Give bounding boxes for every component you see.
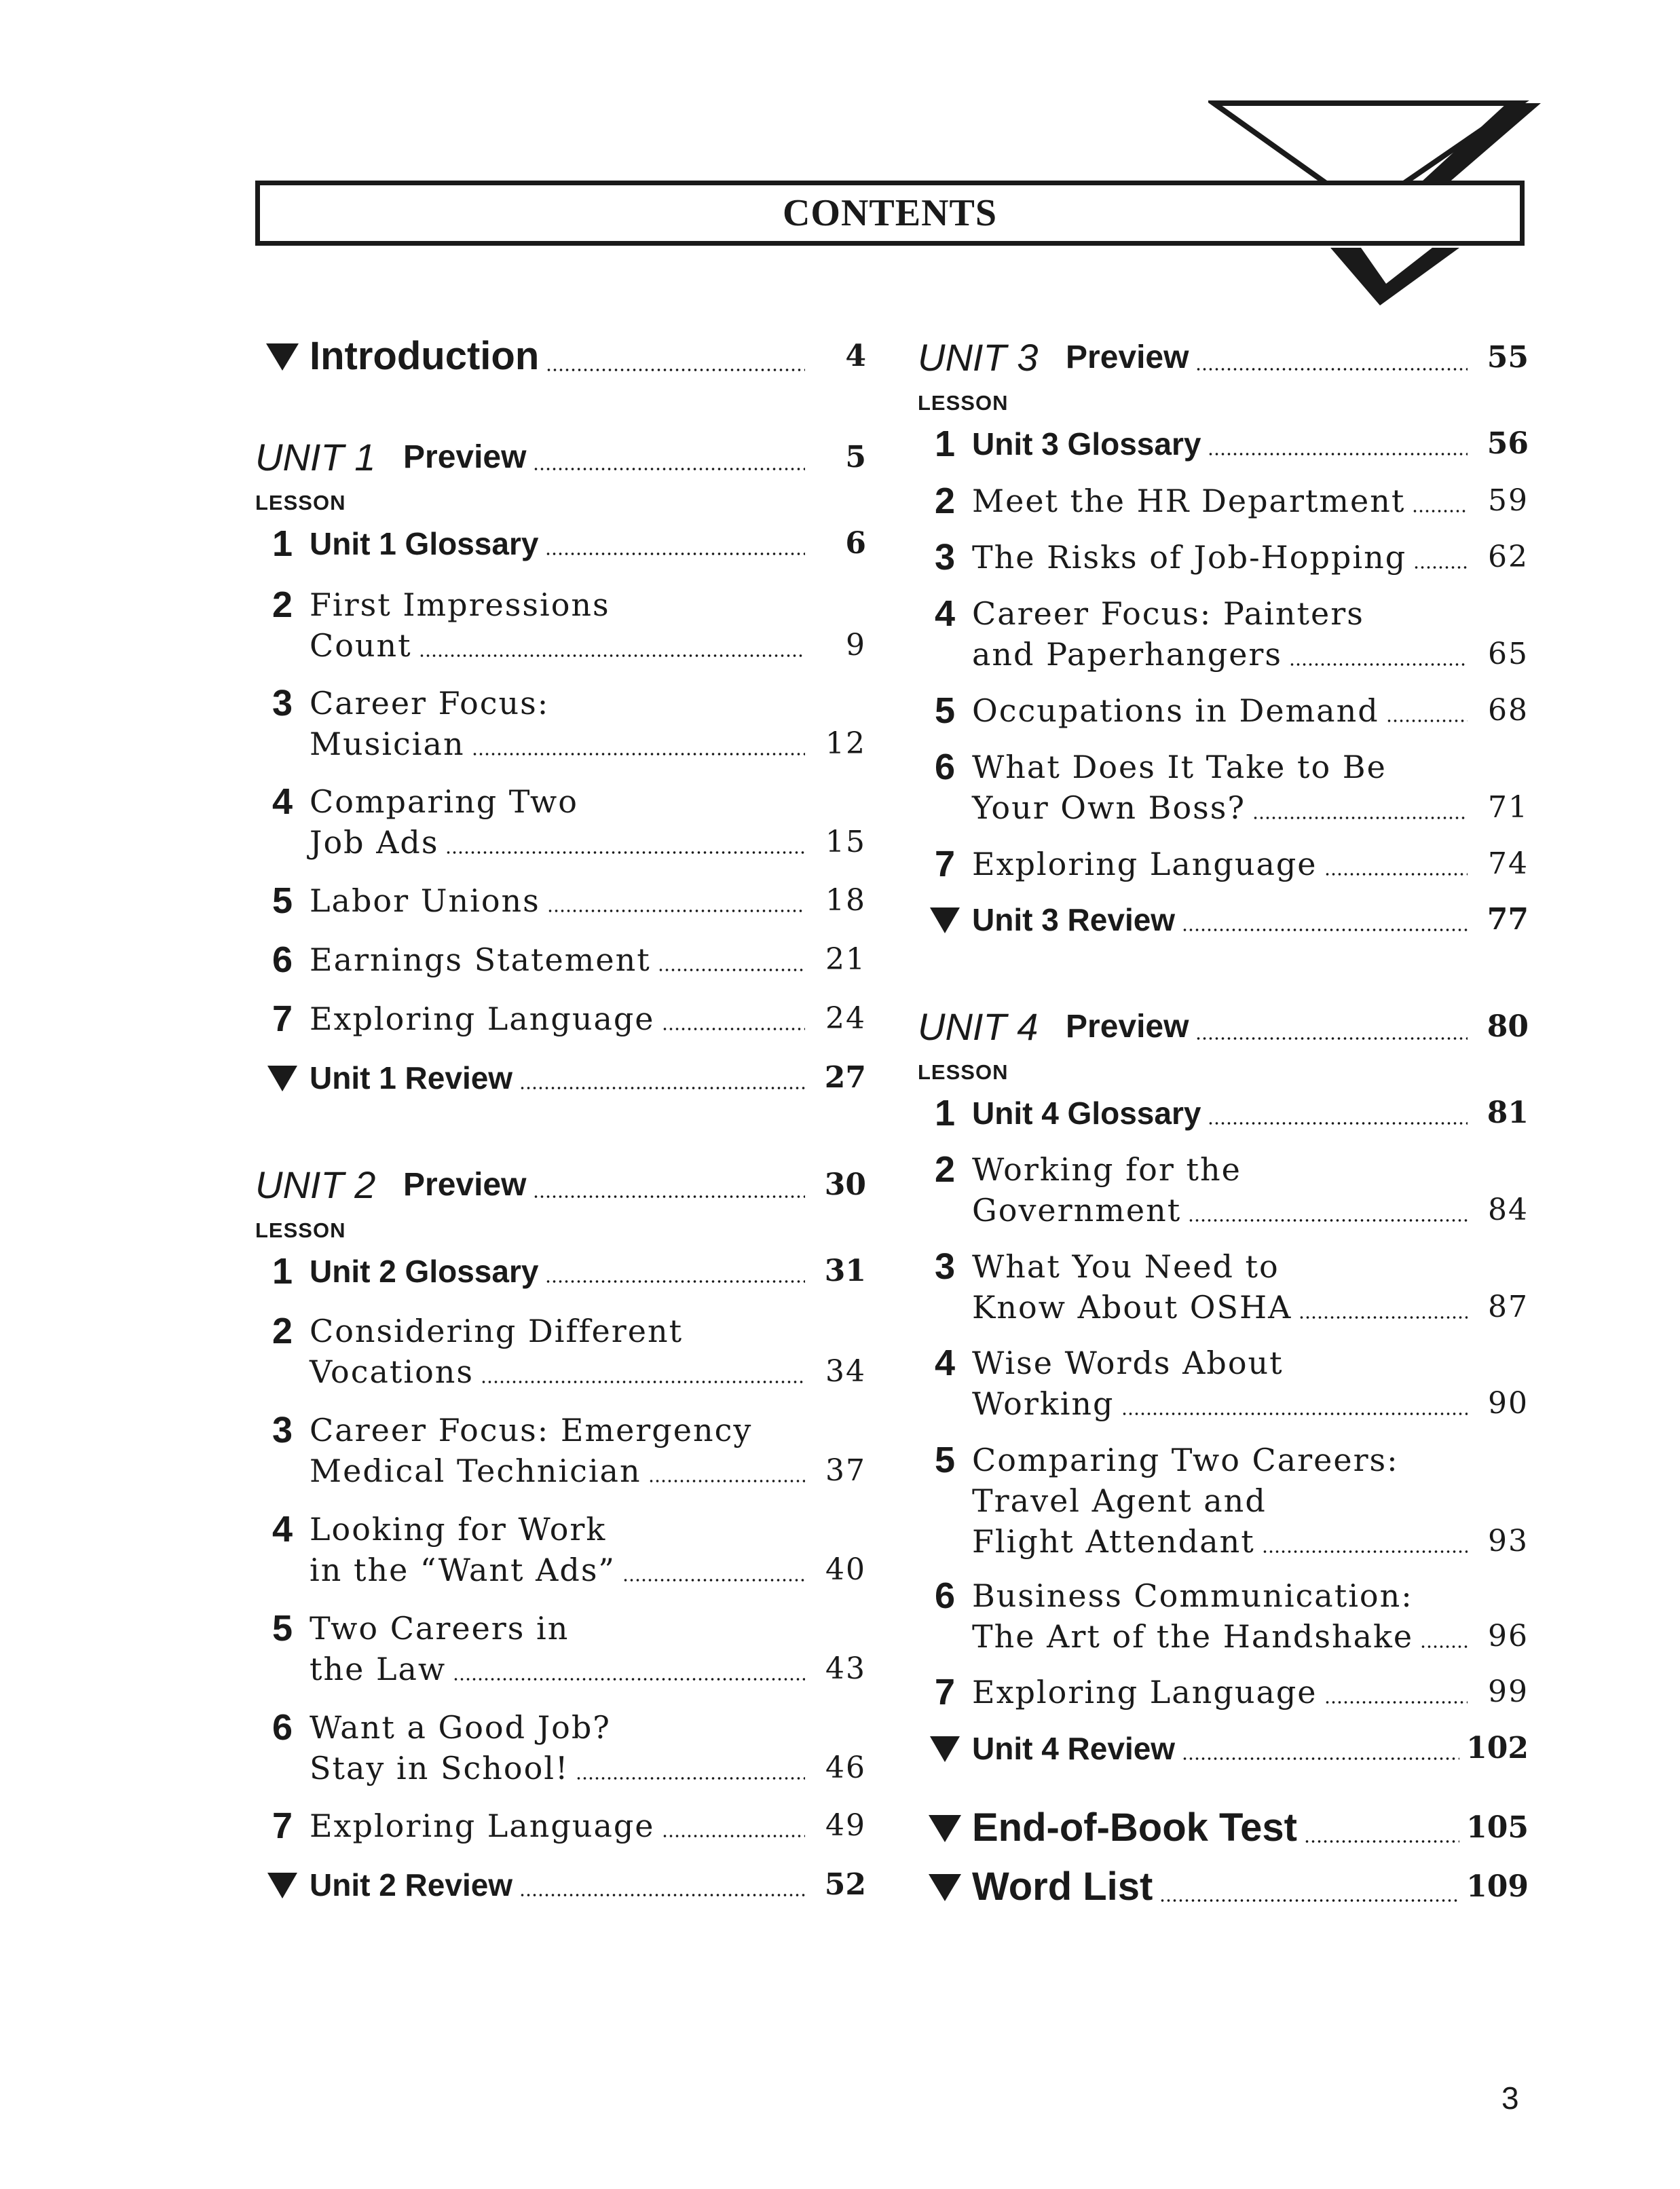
dot-leader xyxy=(658,939,805,980)
unit-2-heading[interactable] xyxy=(255,1163,866,1207)
toc-title: Exploring Language xyxy=(972,1674,1318,1710)
dot-leader xyxy=(662,998,805,1039)
toc-page: 52 xyxy=(824,1867,866,1902)
unit-label: UNIT 4 xyxy=(918,1005,1039,1048)
toc-page: 24 xyxy=(825,1001,866,1036)
toc-title: Unit 2 Glossary xyxy=(310,1254,539,1289)
dot-leader xyxy=(1208,1093,1468,1134)
toc-page: 62 xyxy=(1488,540,1529,574)
triangle-bullet-icon xyxy=(929,1815,961,1842)
lesson-number: 5 xyxy=(934,1440,956,1480)
toc-unit-review[interactable] xyxy=(918,1728,1529,1769)
toc-lesson[interactable] xyxy=(918,1246,1529,1328)
dot-leader xyxy=(648,1451,805,1491)
toc-page: 43 xyxy=(825,1651,866,1686)
preview-label: Preview xyxy=(1066,339,1189,375)
toc-lesson[interactable] xyxy=(918,1575,1529,1657)
toc-page: 80 xyxy=(1487,1009,1529,1044)
lesson-number: 3 xyxy=(934,1246,956,1287)
toc-page: 27 xyxy=(824,1060,866,1095)
dot-leader xyxy=(1195,1005,1468,1049)
toc-title: Unit 4 Glossary xyxy=(972,1096,1201,1131)
dot-leader xyxy=(519,1865,805,1905)
lesson-number: 1 xyxy=(272,523,293,564)
dot-leader xyxy=(1324,1672,1468,1713)
toc-page: 31 xyxy=(824,1254,866,1288)
toc-title: Unit 1 Review xyxy=(310,1060,513,1096)
lesson-number: 7 xyxy=(934,1672,956,1713)
toc-title-line: and Paperhangers xyxy=(972,636,1283,673)
toc-title: End-of-Book Test xyxy=(972,1806,1297,1850)
toc-page: 102 xyxy=(1466,1731,1529,1765)
toc-title-line: the Law xyxy=(310,1651,447,1687)
toc-end-of-book-test[interactable] xyxy=(918,1804,1529,1852)
dot-leader xyxy=(1188,1190,1468,1231)
toc-title: The Risks of Job-Hopping xyxy=(972,539,1407,576)
toc-title-line: Career Focus: xyxy=(310,685,550,722)
lesson-label: LESSON xyxy=(255,1218,346,1242)
dot-leader xyxy=(546,333,805,380)
toc-page: 71 xyxy=(1488,790,1529,825)
lesson-number: 4 xyxy=(934,593,956,634)
toc-lesson[interactable] xyxy=(255,683,866,764)
toc-page: 109 xyxy=(1466,1869,1529,1904)
toc-title-line: First Impressions xyxy=(310,586,610,623)
toc-page: 46 xyxy=(825,1751,866,1785)
lesson-number: 4 xyxy=(272,1509,293,1550)
lesson-label: LESSON xyxy=(918,1060,1009,1084)
unit-label: UNIT 2 xyxy=(255,1163,376,1206)
lesson-number: 3 xyxy=(272,683,293,724)
toc-lesson[interactable] xyxy=(255,1806,866,1846)
toc-title-line: Stay in School! xyxy=(310,1750,570,1786)
lesson-number: 2 xyxy=(272,1311,293,1351)
dot-leader xyxy=(445,822,805,863)
unit-label: UNIT 1 xyxy=(255,436,376,479)
toc-page: 105 xyxy=(1466,1810,1529,1845)
toc-title: Exploring Language xyxy=(310,1000,655,1037)
toc-title: Earnings Statement xyxy=(310,941,651,978)
lesson-label: LESSON xyxy=(918,391,1009,415)
toc-title-line: The Art of the Handshake xyxy=(972,1618,1414,1655)
contents-header-box xyxy=(255,181,1525,246)
toc-word-list[interactable] xyxy=(918,1863,1529,1911)
toc-lesson[interactable] xyxy=(255,998,866,1039)
dot-leader xyxy=(419,625,805,666)
toc-lesson[interactable] xyxy=(918,1343,1529,1424)
unit-1-heading[interactable] xyxy=(255,436,866,479)
preview-label: Preview xyxy=(1066,1009,1189,1045)
toc-title-line: Want a Good Job? xyxy=(310,1709,611,1746)
toc-lesson[interactable] xyxy=(255,1509,866,1590)
toc-title-line: Flight Attendant xyxy=(972,1523,1255,1560)
toc-page: 87 xyxy=(1488,1290,1529,1324)
dot-leader xyxy=(1386,690,1468,731)
toc-title-line: Working for the xyxy=(972,1151,1242,1188)
toc-title: Unit 2 Review xyxy=(310,1867,513,1903)
toc-title: Introduction xyxy=(310,334,540,378)
lesson-number: 2 xyxy=(272,584,293,625)
triangle-bullet-icon xyxy=(930,908,960,933)
toc-page: 12 xyxy=(825,726,866,761)
toc-page: 49 xyxy=(825,1808,866,1843)
toc-lesson[interactable] xyxy=(918,593,1529,675)
dot-leader xyxy=(1412,481,1468,521)
lesson-number: 1 xyxy=(272,1251,293,1292)
unit-4-heading[interactable] xyxy=(918,1005,1529,1049)
toc-page: 40 xyxy=(825,1552,866,1587)
dot-leader xyxy=(622,1550,805,1590)
toc-lesson[interactable] xyxy=(255,1608,866,1689)
dot-leader xyxy=(1324,844,1468,884)
toc-title: Unit 1 Glossary xyxy=(310,526,539,561)
lesson-number: 6 xyxy=(272,1707,293,1748)
dot-leader xyxy=(1195,336,1468,379)
toc-title-line: Comparing Two Careers: xyxy=(972,1442,1399,1478)
toc-page: 4 xyxy=(845,339,866,373)
toc-title-line: in the “Want Ads” xyxy=(310,1552,616,1588)
toc-page: 56 xyxy=(1487,426,1529,461)
toc-lesson[interactable] xyxy=(255,523,866,564)
unit-label: UNIT 3 xyxy=(918,336,1039,379)
toc-lesson[interactable] xyxy=(255,584,866,666)
toc-page: 5 xyxy=(845,440,866,474)
toc-page: 84 xyxy=(1488,1193,1529,1227)
preview-label: Preview xyxy=(403,439,527,475)
toc-title: Exploring Language xyxy=(972,846,1318,882)
lesson-number: 3 xyxy=(272,1410,293,1451)
triangle-bullet-icon xyxy=(267,1066,297,1091)
toc-page: 99 xyxy=(1488,1675,1529,1709)
page-number: 3 xyxy=(1501,2080,1519,2116)
lesson-number: 4 xyxy=(272,781,293,822)
lesson-number: 7 xyxy=(272,1806,293,1846)
toc-lesson[interactable] xyxy=(255,781,866,863)
lesson-number: 4 xyxy=(934,1343,956,1383)
toc-page: 68 xyxy=(1488,693,1529,728)
toc-title: Exploring Language xyxy=(310,1808,655,1844)
toc-title-line: Count xyxy=(310,627,412,664)
toc-page: 34 xyxy=(825,1354,866,1389)
toc-title: Unit 4 Review xyxy=(972,1731,1176,1766)
dot-leader xyxy=(545,1251,805,1292)
dot-leader xyxy=(1159,1863,1459,1911)
toc-lesson[interactable] xyxy=(918,1672,1529,1713)
toc-title-line: Government xyxy=(972,1192,1182,1229)
toc-title-line: Considering Different xyxy=(310,1313,684,1349)
lesson-number: 3 xyxy=(934,537,956,578)
triangle-bullet-icon xyxy=(929,1874,961,1901)
dot-leader xyxy=(545,523,805,564)
dot-leader xyxy=(547,880,805,921)
toc-page: 9 xyxy=(846,628,866,662)
lesson-number: 5 xyxy=(272,880,293,921)
unit-3-heading[interactable] xyxy=(918,336,1529,379)
toc-title-line: Working xyxy=(972,1385,1115,1422)
toc-lesson[interactable] xyxy=(255,1311,866,1392)
lesson-number: 2 xyxy=(934,481,956,521)
toc-unit-review[interactable] xyxy=(918,899,1529,940)
toc-page: 81 xyxy=(1487,1096,1529,1130)
toc-page: 18 xyxy=(825,883,866,918)
dot-leader xyxy=(576,1748,805,1789)
toc-lesson[interactable] xyxy=(255,939,866,980)
toc-lesson[interactable] xyxy=(918,1093,1529,1134)
toc-title-line: Musician xyxy=(310,726,465,762)
toc-page: 15 xyxy=(825,825,866,859)
toc-page: 30 xyxy=(824,1167,866,1202)
triangle-bullet-icon xyxy=(930,1736,960,1762)
dot-leader xyxy=(1413,537,1468,578)
toc-title-line: Medical Technician xyxy=(310,1453,641,1489)
toc-lesson[interactable] xyxy=(918,844,1529,884)
dot-leader xyxy=(1252,787,1468,828)
lesson-number: 1 xyxy=(934,1093,956,1134)
dot-leader xyxy=(1299,1287,1468,1328)
dot-leader xyxy=(1121,1383,1468,1424)
toc-introduction[interactable] xyxy=(255,333,866,380)
toc-page: 74 xyxy=(1488,846,1529,881)
toc-title-line: Business Communication: xyxy=(972,1577,1413,1614)
toc-lesson[interactable] xyxy=(918,1149,1529,1231)
toc-lesson[interactable] xyxy=(255,1251,866,1292)
toc-title-line: Your Own Boss? xyxy=(972,789,1246,826)
toc-page: 6 xyxy=(845,526,866,561)
toc-page: 59 xyxy=(1488,483,1529,518)
toc-lesson[interactable] xyxy=(255,1410,866,1491)
toc-page: 96 xyxy=(1488,1619,1529,1653)
lesson-number: 2 xyxy=(934,1149,956,1190)
toc-title-line: Job Ads xyxy=(310,824,439,861)
dot-leader xyxy=(662,1806,805,1846)
toc-unit-review[interactable] xyxy=(255,1865,866,1905)
toc-page: 55 xyxy=(1487,340,1529,375)
toc-lesson[interactable] xyxy=(918,690,1529,731)
dot-leader xyxy=(453,1649,805,1689)
toc-title-line: Travel Agent and xyxy=(972,1482,1267,1519)
toc-title-line: Career Focus: Emergency xyxy=(310,1412,753,1448)
preview-label: Preview xyxy=(403,1167,527,1203)
toc-title-line: Career Focus: Painters xyxy=(972,595,1364,632)
toc-title-line: What You Need to xyxy=(972,1248,1280,1285)
toc-title-line: Two Careers in xyxy=(310,1610,570,1647)
contents-title: CONTENTS xyxy=(782,192,998,234)
toc-page: 37 xyxy=(825,1453,866,1488)
toc-page: 77 xyxy=(1487,902,1529,937)
toc-title-line: Know About OSHA xyxy=(972,1289,1292,1326)
dot-leader xyxy=(1182,899,1468,940)
lesson-number: 6 xyxy=(934,1575,956,1616)
lesson-number: 5 xyxy=(934,690,956,731)
dot-leader xyxy=(1262,1521,1468,1562)
toc-page: 90 xyxy=(1488,1386,1529,1421)
triangle-bullet-icon xyxy=(266,343,299,371)
toc-title: Occupations in Demand xyxy=(972,692,1379,729)
lesson-number: 5 xyxy=(272,1608,293,1649)
dot-leader xyxy=(1420,1616,1468,1657)
toc-lesson[interactable] xyxy=(918,747,1529,828)
lesson-number: 1 xyxy=(934,424,956,464)
dot-leader xyxy=(1182,1728,1459,1769)
lesson-number: 7 xyxy=(934,844,956,884)
toc-title-line: Looking for Work xyxy=(310,1511,607,1548)
dot-leader xyxy=(533,436,805,479)
toc-lesson[interactable] xyxy=(918,424,1529,464)
toc-lesson[interactable] xyxy=(918,1440,1529,1562)
dot-leader xyxy=(481,1351,805,1392)
dot-leader xyxy=(1208,424,1468,464)
toc-page: 93 xyxy=(1488,1524,1529,1558)
triangle-bullet-icon xyxy=(267,1873,297,1898)
dot-leader xyxy=(533,1163,805,1207)
dot-leader xyxy=(1289,634,1468,675)
toc-title-line: What Does It Take to Be xyxy=(972,749,1387,785)
toc-title: Word List xyxy=(972,1865,1153,1909)
toc-title: Labor Unions xyxy=(310,882,540,919)
lesson-number: 6 xyxy=(934,747,956,787)
toc-page: 21 xyxy=(825,942,866,977)
toc-lesson[interactable] xyxy=(255,1707,866,1789)
toc-title: Meet the HR Department xyxy=(972,483,1406,519)
lesson-number: 7 xyxy=(272,998,293,1039)
toc-page: 65 xyxy=(1488,637,1529,671)
toc-title-line: Vocations xyxy=(310,1353,474,1390)
dot-leader xyxy=(472,724,805,764)
toc-lesson[interactable] xyxy=(918,481,1529,521)
toc-title-line: Comparing Two xyxy=(310,783,578,820)
toc-title: Unit 3 Glossary xyxy=(972,426,1201,462)
dot-leader xyxy=(519,1058,805,1098)
dot-leader xyxy=(1304,1804,1459,1852)
toc-lesson[interactable] xyxy=(255,880,866,921)
toc-lesson[interactable] xyxy=(918,537,1529,578)
lesson-number: 6 xyxy=(272,939,293,980)
toc-unit-review[interactable] xyxy=(255,1058,866,1098)
toc-title-line: Wise Words About xyxy=(972,1345,1284,1381)
lesson-label: LESSON xyxy=(255,491,346,514)
toc-title: Unit 3 Review xyxy=(972,902,1176,937)
